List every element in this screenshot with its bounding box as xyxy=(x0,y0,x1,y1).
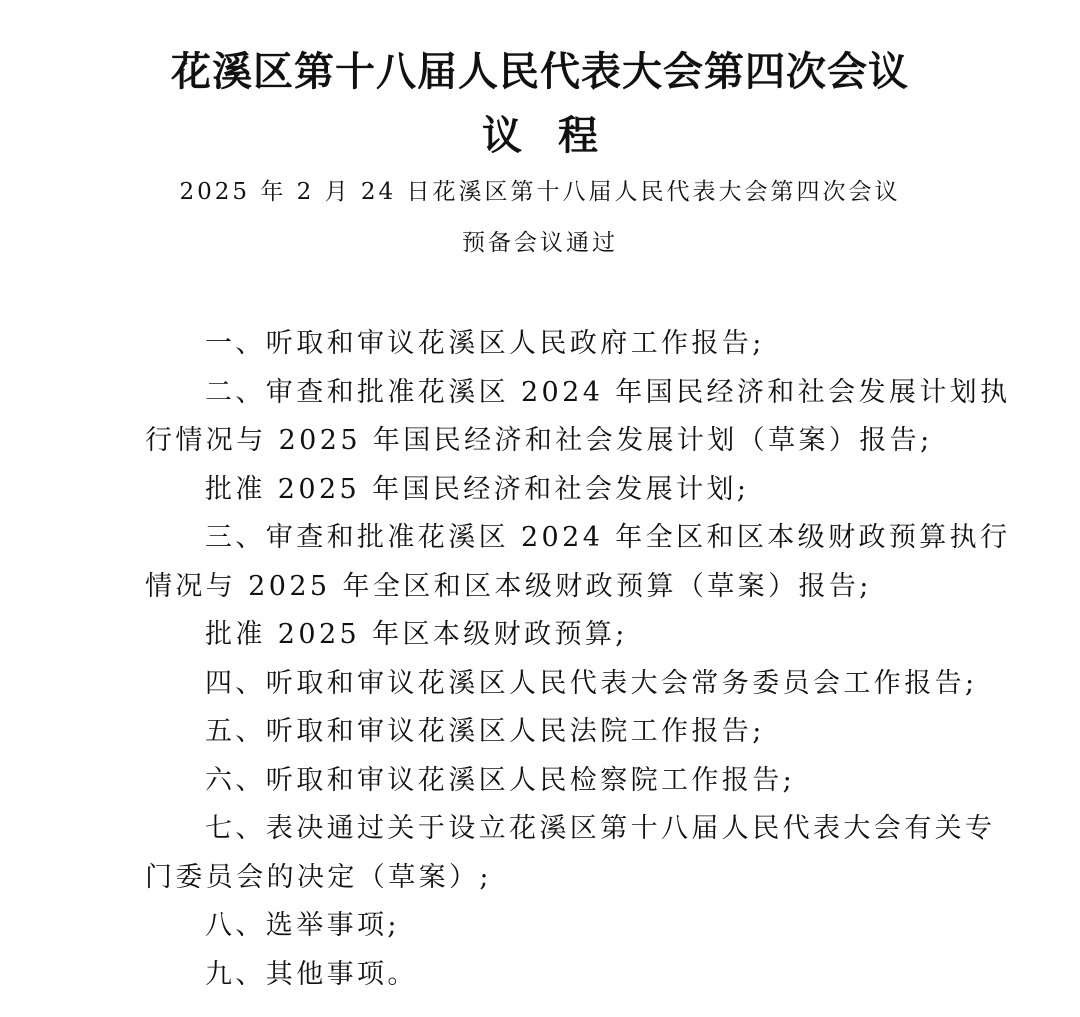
agenda-item-2-approval xyxy=(145,466,955,515)
adopted-note-line-2: 预备会议通过 xyxy=(462,230,618,256)
document-title: 花溪区第十八届人民代表大会第四次会议 xyxy=(171,48,909,95)
agenda-item-line: 四、听取和审议花溪区人民代表大会常务委员会工作报告; xyxy=(205,667,978,699)
agenda-item-3 xyxy=(145,514,1011,611)
agenda-item-line: 三、审查和批准花溪区 2024 年全区和区本级财政预算执行 xyxy=(205,522,1011,553)
agenda-list xyxy=(145,320,1011,999)
agenda-item-5 xyxy=(145,708,955,757)
agenda-item-line: 门委员会的决定（草案）; xyxy=(145,861,492,893)
agenda-item-line: 一、听取和审议花溪区人民政府工作报告; xyxy=(205,328,765,359)
agenda-item-7 xyxy=(145,805,996,902)
agenda-item-8 xyxy=(145,902,955,951)
agenda-item-line: 八、选举事项; xyxy=(205,910,400,941)
agenda-heading: 议程 xyxy=(482,112,634,159)
agenda-item-line: 批准 2025 年国民经济和社会发展计划; xyxy=(205,473,750,505)
agenda-item-6 xyxy=(145,757,955,806)
agenda-item-4 xyxy=(145,660,978,709)
agenda-item-line: 五、听取和审议花溪区人民法院工作报告; xyxy=(205,716,765,747)
agenda-item-line: 情况与 2025 年全区和区本级财政预算（草案）报告; xyxy=(145,570,872,602)
agenda-item-line: 行情况与 2025 年国民经济和社会发展计划（草案）报告; xyxy=(145,425,933,456)
agenda-item-2 xyxy=(145,369,1011,466)
agenda-item-9 xyxy=(145,951,955,1000)
agenda-item-line: 七、表决通过关于设立花溪区第十八届人民代表大会有关专 xyxy=(205,813,996,844)
adopted-note-line-1: 2025 年 2 月 24 日花溪区第十八届人民代表大会第四次会议 xyxy=(179,179,901,205)
agenda-item-line: 二、审查和批准花溪区 2024 年国民经济和社会发展计划执 xyxy=(205,376,1011,408)
agenda-item-3-approval xyxy=(145,611,955,660)
agenda-item-line: 六、听取和审议花溪区人民检察院工作报告; xyxy=(205,764,796,796)
agenda-item-1 xyxy=(145,320,955,369)
agenda-item-line: 批准 2025 年区本级财政预算; xyxy=(205,619,628,650)
agenda-item-line: 九、其他事项。 xyxy=(205,958,418,990)
